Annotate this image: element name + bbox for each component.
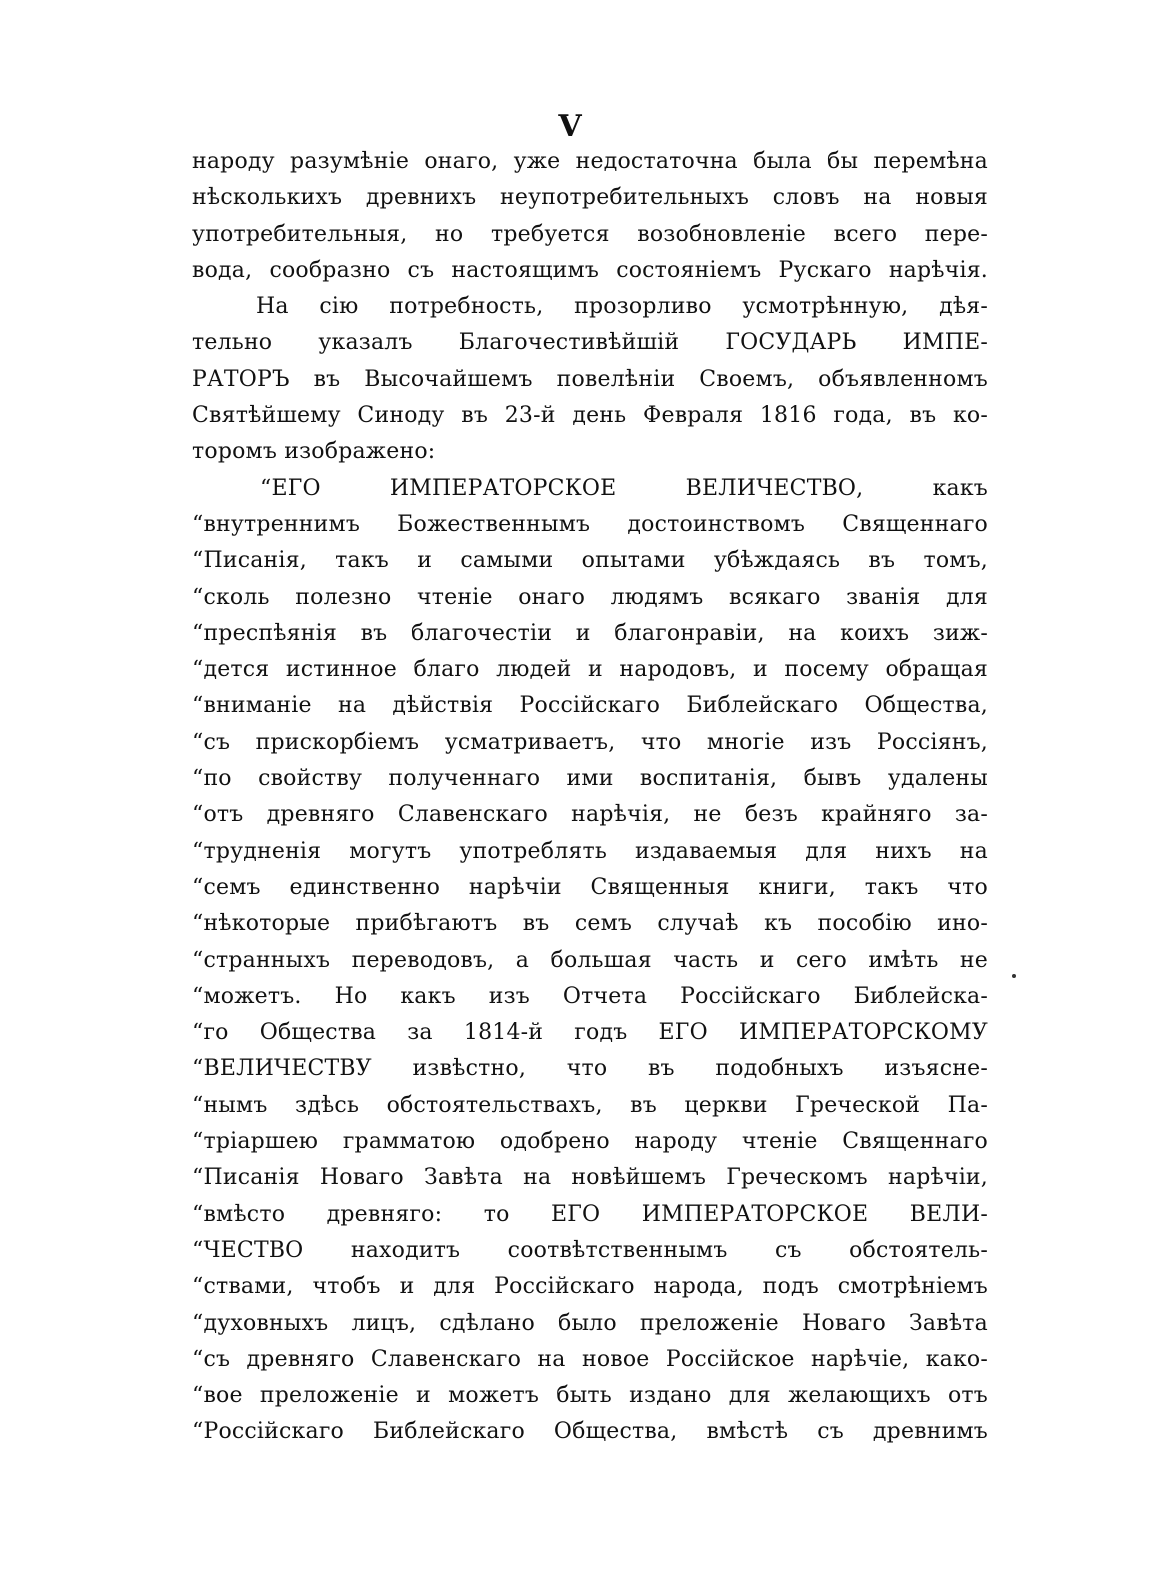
quote-line: “Писанія, такъ и самыми опытами убѣждаясь въ томъ, (192, 548, 988, 574)
quote-line: “внутреннимъ Божественнымъ достоинствомъ Священнаго (192, 511, 988, 537)
quote-line: “духовныхъ лицъ, сдѣлано было преложеніе Новаго Завѣта (192, 1310, 988, 1336)
text-line: народу разумѣніе онаго, уже недостаточна была бы перемѣна (192, 149, 988, 174)
quote-line: “вниманіе на дѣйствія Россійскаго Библейскаго Общества, (192, 693, 988, 719)
quote-line: “преспѣянія въ благочестіи и благонравіи, на коихъ зиж- (192, 620, 988, 646)
quote-line: “дется истинное благо людей и народовъ, и посему обращая (192, 657, 988, 683)
quote-line: “ЧЕСТВО находитъ соотвѣтственнымъ съ обстоятель- (192, 1237, 988, 1263)
quote-line: “семъ единственно нарѣчіи Священныя книги, такъ что (192, 874, 988, 900)
quote-line: “по свойству полученнаго ими воспитанія, бывъ удалены (192, 766, 988, 792)
quote-line: “нымъ здѣсь обстоятельствахъ, въ церкви Греческой Па- (192, 1092, 988, 1118)
page-number: V (558, 109, 582, 144)
ink-speck (1012, 974, 1016, 978)
body-text (192, 144, 988, 1451)
text-line: торомъ изображено: (192, 439, 436, 465)
text-line: Святѣйшему Синоду въ 23-й день Февраля 1816 года, въ ко- (192, 403, 988, 429)
quote-line: “ВЕЛИЧЕСТВУ извѣстно, что въ подобныхъ изъясне- (192, 1056, 988, 1082)
quote-line: “Россійскаго Библейскаго Общества, вмѣстѣ съ древнимъ (192, 1419, 988, 1445)
quote-line: “тріаршею грамматою одобрено народу чтеніе Священнаго (192, 1129, 988, 1155)
quote-line: “вмѣсто древняго: то ЕГО ИМПЕРАТОРСКОЕ ВЕЛИ- (192, 1201, 988, 1227)
quote-line: “ЕГО ИМПЕРАТОРСКОЕ ВЕЛИЧЕСТВО, какъ (260, 475, 988, 501)
text-line: употребительныя, но требуется возобновленіе всего пере- (192, 221, 988, 247)
quote-line: “отъ древняго Славенскаго нарѣчія, не безъ крайняго за- (192, 802, 988, 828)
text-line: На сію потребность, прозорливо усмотрѣнную, дѣя- (256, 294, 988, 320)
quote-line: “странныхъ переводовъ, а большая часть и сего имѣть не (192, 947, 988, 973)
quote-line: “съ древняго Славенскаго на новое Россійское нарѣчіе, како- (192, 1346, 988, 1372)
quote-line: “го Общества за 1814-й годъ ЕГО ИМПЕРАТОРСКОМУ (192, 1020, 988, 1046)
quote-line: “Писанія Новаго Завѣта на новѣйшемъ Греческомъ нарѣчіи, (192, 1165, 988, 1191)
text-line: нѣсколькихъ древнихъ неупотребительныхъ словъ на новыя (192, 185, 988, 211)
quote-line: “сколь полезно чтеніе онаго людямъ всякаго званія для (192, 584, 988, 610)
quote-line: “съ прискорбіемъ усматриваетъ, что многіе изъ Россіянъ, (192, 729, 988, 755)
text-line: тельно указалъ Благочестивѣйшій ГОСУДАРЬ ИМПЕ- (192, 330, 988, 356)
text-line: РАТОРЪ въ Высочайшемъ повелѣніи Своемъ, объявленномъ (192, 366, 988, 392)
quote-line: “трудненія могутъ употреблять издаваемыя для нихъ на (192, 838, 988, 864)
quote-line: “ствами, чтобъ и для Россійскаго народа, подъ смотрѣніемъ (192, 1274, 988, 1300)
quote-line: “вое преложеніе и можетъ быть издано для желающихъ отъ (192, 1383, 988, 1409)
quote-line: “нѣкоторые прибѣгаютъ въ семъ случаѣ къ пособію ино- (192, 911, 988, 937)
quote-line: “можетъ. Но какъ изъ Отчета Россійскаго Библейска- (192, 983, 988, 1009)
text-line: вода, сообразно съ настоящимъ состояніемъ Рускаго нарѣчія. (192, 257, 988, 283)
